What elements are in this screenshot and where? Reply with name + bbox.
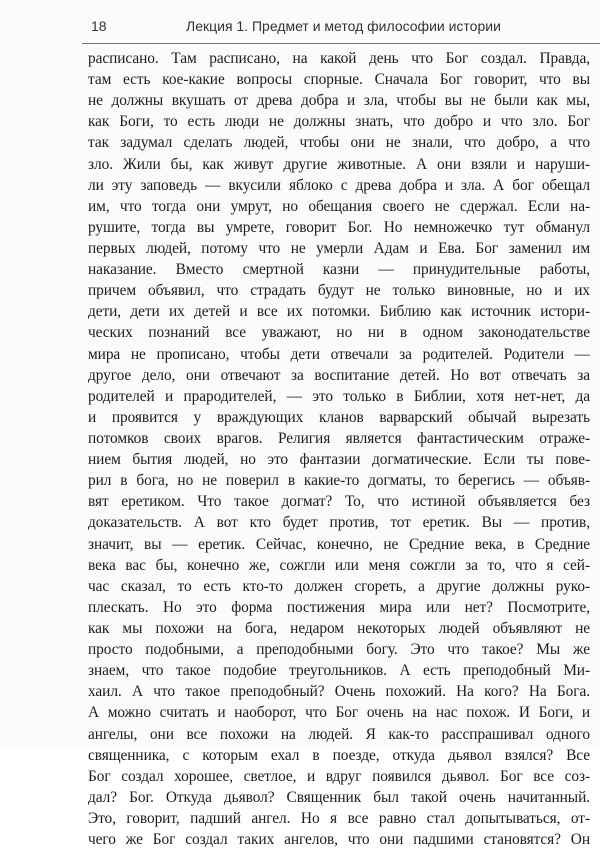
text-line: чего же Бог создал таких ангелов, что они падшими становятся? Он [88, 831, 590, 849]
text-line: хаил. А что такое преподобный? Очень похожий. На кого? На Бога. [88, 683, 590, 701]
body-text [88, 48, 590, 850]
page-number: 18 [91, 18, 107, 34]
text-line: плескать. Но это форма постижения мира или нет? Посмотрите, [88, 598, 590, 616]
text-line: значит, вы — еретик. Сейчас, конечно, не Средние века, в Средние [88, 535, 590, 553]
text-line: А можно считать и наоборот, что Бог очень на нас похож. И Боги, и [88, 704, 590, 722]
text-line: ческих познаний все уважают, но ни в одном законодательстве [88, 324, 590, 342]
text-line: потомков своих врагов. Религия является фантастическим отраже- [88, 429, 590, 447]
text-line: им, что тогда они умрут, но обещания своего не сдержал. Если на- [88, 197, 590, 215]
text-line: священника, с которым ехал в поезде, откуда дьявол взялся? Все [88, 746, 590, 764]
text-line: как мы похожи на бога, недаром некоторых людей объявляют не [88, 619, 590, 637]
text-line: причем объявил, что страдать будут не только виновные, но и их [88, 282, 590, 300]
text-line: не должны вкушать от древа добра и зла, чтобы вы не были как мы, [88, 92, 590, 110]
text-line: первых людей, потому что не умерли Адам и Ева. Бог заменил им [88, 239, 590, 257]
text-line: час сказал, то есть кто-то должен сгореть, а другие должны руко- [88, 577, 590, 595]
text-line: наказание. Вместо смертной казни — принудительные работы, [88, 261, 590, 279]
text-line: там есть кое-какие вопросы спорные. Сначала Бог говорит, что вы [88, 71, 590, 89]
text-line: другое дело, они отвечают за воспитание детей. Но вот отвечать за [88, 366, 590, 384]
running-title: Лекция 1. Предмет и метод философии истории [186, 18, 501, 34]
header-rule [82, 43, 600, 44]
text-line: дал? Бог. Откуда дьявол? Священник был такой очень начитанный. [88, 788, 590, 806]
text-line: ли эту заповедь — вкусили яблоко с древа добра и зла. А бог обещал [88, 176, 590, 194]
text-line: дети, дети их детей и все их потомки. Библию как источник истори- [88, 303, 590, 321]
text-line: века вас бы, конечно же, сожгли или меня сожгли за то, что я сей- [88, 556, 590, 574]
text-line: просто подобными, а преподобными богу. Это что такое? Мы же [88, 641, 590, 659]
text-line: и проявится у враждующих кланов варварский обычай вырезать [88, 408, 590, 426]
text-line: родителей и прародителей, — это только в Библии, хотя нет-нет, да [88, 387, 590, 405]
text-line: расписано. Там расписано, на какой день что Бог создал. Правда, [88, 50, 590, 67]
text-line: мира не прописано, чтобы дети отвечали за родителей. Родители — [88, 345, 590, 363]
text-line: нием бытия людей, но это фантазии догматические. Если ты пове- [88, 451, 590, 469]
text-line: знаем, что такое подобие треугольников. А есть преподобный Ми- [88, 662, 590, 680]
text-line: зло. Жили бы, как живут другие животные. А они взяли и наруши- [88, 155, 590, 173]
text-line: рушите, тогда вы умрете, говорит Бог. Но немножечко тут обманул [88, 218, 590, 236]
text-line: рил в бога, но не поверил в какие-то догматы, то берегись — объяв- [88, 472, 590, 490]
text-line: доказательств. А вот кто будет против, тот еретик. Вы — против, [88, 514, 590, 532]
text-line: вят еретиком. Что такое догмат? То, что истиной объявляется без [88, 493, 590, 511]
text-line: Бог создал хорошее, светлое, и вдруг появился дьявол. Бог все соз- [88, 767, 590, 785]
text-line: ангелы, они все похожи на людей. Я как-то расспрашивал одного [88, 725, 590, 743]
text-line: как Боги, то есть люди не должны знать, что добро и что зло. Бог [88, 113, 590, 131]
text-line: так задумал сделать людей, чтобы они не знали, что добро, а что [88, 134, 590, 152]
text-line: Это, говорит, падший ангел. Но я все равно стал допытываться, от- [88, 809, 590, 827]
